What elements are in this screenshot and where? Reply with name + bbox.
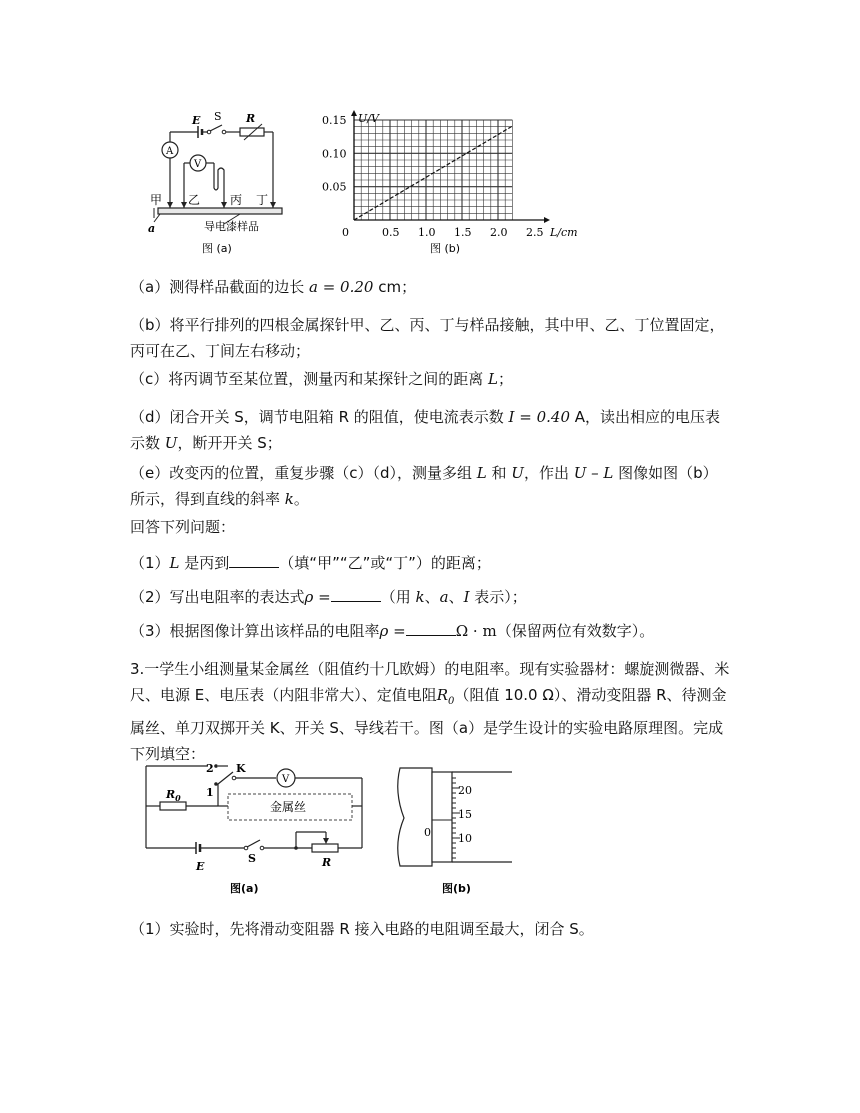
label-ding: 丁 — [256, 193, 269, 207]
circuit-figure-a2 — [136, 758, 376, 898]
question-3: （3）根据图像计算出该样品的电阻率ρ = Ω · m（保留两位有效数字）。 — [130, 622, 655, 640]
x-tick-label: 2.5 — [526, 226, 544, 239]
problem-3-text: 3.一学生小组测量某金属丝（阻值约十几欧姆）的电阻率。现有实验器材：螺旋测微器、米尺、电源 E、电压表（内阻非常大）、定值电阻$R_0$（阻值 10.0 Ω）、滑动变阻器 R、待测金属丝、单刀双掷开关 K、开关 S、导线若干。图（a）是学生设计的实验电路原理图。完成下列填空： — [130, 660, 730, 763]
label-bing: 丙 — [230, 193, 243, 207]
micrometer-scale-10: 10 — [458, 832, 472, 845]
circuit-figure-a — [140, 110, 300, 260]
label-E2: E — [196, 860, 205, 873]
answer-blank-1[interactable] — [229, 553, 279, 568]
chart-figure-b — [320, 108, 590, 260]
label-yi: 乙 — [188, 193, 201, 207]
y-tick-label: 0.05 — [322, 180, 347, 194]
label-jia: 甲 — [150, 193, 163, 207]
x-tick-label: 1.0 — [418, 226, 436, 239]
label-R2: R — [322, 856, 332, 869]
y-tick-label: 0.10 — [322, 147, 347, 161]
step-a: （a）测得样品截面的边长 a = 0.20 cm； — [130, 278, 417, 296]
label-terminal-1: 1 — [206, 786, 214, 799]
label-A: A — [166, 146, 174, 157]
label-S: S — [214, 110, 222, 123]
answer-blank-3[interactable] — [406, 621, 456, 636]
step-e: （e）改变丙的位置，重复步骤（c）（d），测量多组 L 和 U，作出 U – L 图像如图（b）所示，得到直线的斜率 k。 — [130, 464, 718, 508]
series-segment — [354, 199, 390, 220]
series-segment — [390, 177, 426, 198]
y-tick-label: 0.15 — [322, 114, 347, 127]
answer-blank-2[interactable] — [331, 587, 381, 602]
label-sample: 导电漆样品 — [204, 220, 259, 233]
y-axis-arrow — [351, 110, 357, 116]
x-axis-arrow — [544, 217, 550, 223]
caption-figure-a: 图 (a) — [202, 242, 232, 255]
label-V: V — [194, 159, 202, 170]
label-metal-wire: 金属丝 — [270, 800, 307, 814]
chart-origin: 0 — [342, 226, 349, 239]
question-1: （1）L 是丙到 （填“甲”“乙”或“丁”）的距离； — [130, 554, 491, 572]
chart-x-label: L/cm — [550, 226, 578, 239]
micrometer-scale-20: 20 — [458, 784, 472, 797]
label-a: a — [148, 222, 156, 235]
chart-y-label: U/V — [358, 112, 379, 125]
label-S2: S — [248, 852, 256, 865]
step-b: （b）将平行排列的四根金属探针甲、乙、丙、丁与样品接触，其中甲、乙、丁位置固定，丙可在乙、丁间左右移动； — [130, 316, 725, 360]
x-tick-label: 2.0 — [490, 226, 508, 239]
label-V2: V — [282, 774, 290, 785]
caption-figure-b: 图 (b) — [430, 242, 461, 255]
questions-intro: 回答下列问题： — [130, 518, 236, 536]
x-tick-label: 1.5 — [454, 226, 472, 239]
micrometer-zero: 0 — [424, 826, 431, 839]
label-R: R — [246, 112, 256, 125]
label-K: K — [236, 762, 246, 775]
chart-grid — [351, 110, 550, 223]
caption-figure-a2: 图(a) — [230, 882, 259, 895]
step-d: （d）闭合开关 S，调节电阻箱 R 的阻值，使电流表示数 I = 0.40 A，读出相应的电压表示数 U，断开开关 S； — [130, 408, 721, 452]
question-2: （2）写出电阻率的表达式ρ = （用 k、a、I 表示）； — [130, 588, 527, 606]
caption-figure-b2: 图(b) — [442, 882, 471, 895]
label-E: E — [192, 114, 201, 127]
label-terminal-2: 2 — [206, 762, 214, 775]
micrometer-scale-15: 15 — [458, 808, 472, 821]
step-c: （c）将丙调节至某位置，测量丙和某探针之间的距离 L； — [130, 370, 514, 388]
label-R0: $R_0$ — [166, 788, 181, 803]
final-step-1: （1）实验时，先将滑动变阻器 R 接入电路的电阻调至最大，闭合 S。 — [130, 920, 594, 938]
x-tick-label: 0.5 — [382, 226, 400, 239]
micrometer-figure-b — [392, 762, 522, 898]
